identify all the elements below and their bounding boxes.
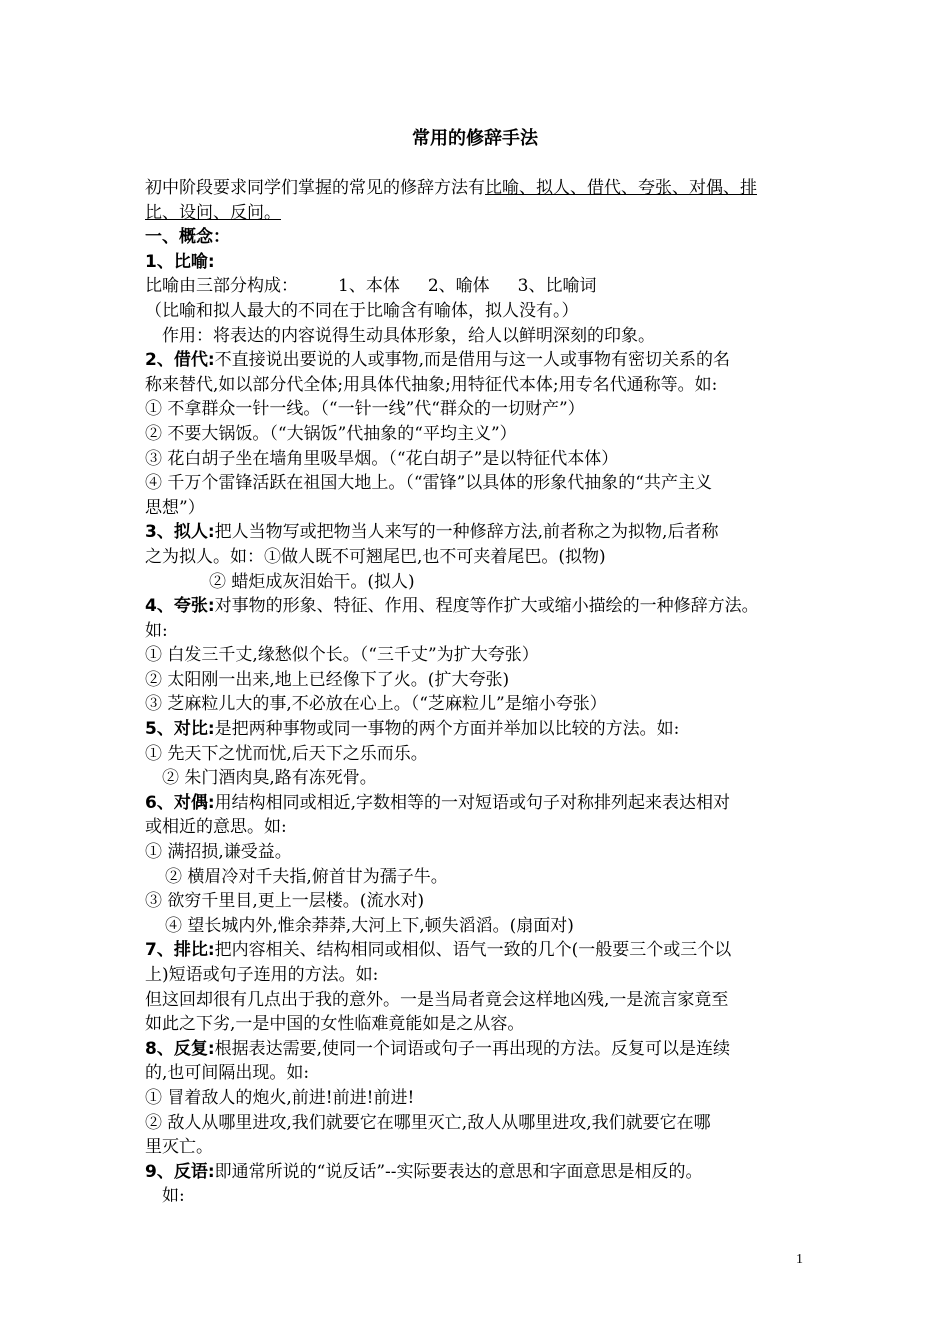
antithesis-example-1: ① 满招损,谦受益。: [145, 842, 292, 863]
heading-metonymy: 2、借代:: [145, 350, 215, 371]
section-heading-concepts: 一、概念：: [145, 227, 230, 248]
heading-hyperbole: 4、夸张:: [145, 596, 215, 617]
hyperbole-def: 对事物的形象、特征、作用、程度等作扩大或缩小描绘的一种修辞方法。: [214, 596, 759, 617]
hyperbole-example-3: ③ 芝麻粒儿大的事,不必放在心上。（“芝麻粒儿”是缩小夸张）: [145, 694, 607, 715]
personification-line-1: [145, 520, 815, 545]
heading-parallelism: 7、排比:: [145, 940, 215, 961]
metaphor-parts: [145, 274, 815, 299]
irony-line-1: [145, 1160, 815, 1185]
antithesis-example-3: ③ 欲穷千里目,更上一层楼。(流水对): [145, 891, 425, 912]
antithesis-line-2: 或相近的意思。如:: [145, 817, 287, 838]
metonymy-example-4-cont: 思想”）: [145, 497, 205, 518]
parallelism-line-2: 上)短语或句子连用的方法。如:: [145, 965, 379, 985]
repetition-def: 根据表达需要,使同一个词语或句子一再出现的方法。反复可以是连续: [214, 1038, 731, 1059]
repetition-line-1: [145, 1037, 815, 1062]
intro-underlined-text-2: 比、设问、反问。: [145, 202, 281, 223]
metonymy-def: 不直接说出要说的人或事物,而是借用与这一人或事物有密切关系的名: [214, 350, 731, 371]
hyperbole-line-1: [145, 594, 815, 619]
heading-irony: 9、反语:: [145, 1161, 215, 1182]
repetition-line-2: 的,也可间隔出现。如:: [145, 1063, 310, 1084]
intro-underlined-text: 比喻、拟人、借代、夸张、对偶、排: [485, 178, 757, 198]
hyperbole-example-1: ① 白发三千丈,缘愁似个长。（“三千丈”为扩大夸张）: [145, 645, 539, 666]
contrast-def: 是把两种事物或同一事物的两个方面并举加以比较的方法。如:: [214, 719, 680, 740]
heading-antithesis: 6、对偶:: [145, 792, 215, 813]
contrast-line-1: [145, 717, 815, 742]
part-3: 3、比喻词: [517, 276, 597, 297]
intro-line-2: [145, 201, 815, 226]
metaphor-effect: 作用：将表达的内容说得生动具体形象，给人以鲜明深刻的印象。: [162, 325, 655, 346]
antithesis-def: 用结构相同或相近,字数相等的一对短语或句子对称排列起来表达相对: [214, 792, 731, 813]
heading-repetition: 8、反复:: [145, 1038, 215, 1059]
contrast-example-1: ① 先天下之忧而忧,后天下之乐而乐。: [145, 743, 428, 764]
heading-contrast: 5、对比:: [145, 719, 215, 740]
repetition-example-2-cont: 里灭亡。: [145, 1137, 213, 1158]
part-2: 2、喻体: [427, 276, 490, 297]
irony-def: 即通常所说的“说反话”--实际要表达的意思和字面意思是相反的。: [214, 1161, 703, 1182]
intro-text: 初中阶段要求同学们掌握的常见的修辞方法有: [145, 178, 485, 198]
page-number: 1: [796, 1252, 803, 1267]
metaphor-note: （比喻和拟人最大的不同在于比喻含有喻体，拟人没有。）: [145, 300, 579, 321]
metonymy-example-4: ④ 千万个雷锋活跃在祖国大地上。（“雷锋”以具体的形象代抽象的“共产主义: [145, 473, 712, 494]
parallelism-def: 把内容相关、结构相同或相似、语气一致的几个(一般要三个或三个以: [214, 940, 732, 961]
contrast-example-2: ② 朱门酒肉臭,路有冻死骨。: [162, 768, 377, 789]
parallelism-example-2: 如此之下劣,一是中国的女性临难竟能如是之从容。: [145, 1014, 525, 1035]
repetition-example-1: ① 冒着敌人的炮火,前进!前进!前进!: [145, 1087, 415, 1108]
repetition-example-2: ② 敌人从哪里进攻,我们就要它在哪里灭亡,敌人从哪里进攻,我们就要它在哪: [145, 1112, 711, 1133]
document-body: [145, 176, 815, 1209]
page-title: 常用的修辞手法: [412, 128, 538, 149]
metonymy-example-3: ③ 花白胡子坐在墙角里吸旱烟。（“花白胡子”是以特征代本体）: [145, 448, 619, 469]
parallelism-line-1: [145, 938, 815, 963]
hyperbole-example-2: ② 太阳刚一出来,地上已经像下了火。(扩大夸张): [145, 669, 510, 690]
parallelism-example-1: 但这回却很有几点出于我的意外。一是当局者竟会这样地凶残,一是流言家竟至: [145, 989, 729, 1010]
metonymy-example-1: ① 不拿群众一针一线。（“一针一线”代“群众的一切财产”）: [145, 399, 585, 420]
personification-example-2: ② 蜡炬成灰泪始干。(拟人): [209, 571, 415, 592]
metonymy-line-2: 称来替代,如以部分代全体;用具体代抽象;用特征代本体;用专名代通称等。如:: [145, 374, 718, 395]
antithesis-line-1: [145, 791, 815, 816]
heading-personification: 3、拟人:: [145, 522, 215, 543]
part-1: 1、本体: [338, 276, 400, 297]
metonymy-example-2: ② 不要大锅饭。（“大锅饭”代抽象的“平均主义”）: [145, 423, 517, 444]
personification-def: 把人当物写或把物当人来写的一种修辞方法,前者称之为拟物,后者称: [214, 522, 719, 543]
metonymy-line-1: [145, 348, 815, 373]
intro-line-1: [145, 176, 815, 201]
parts-label: 比喻由三部分构成：: [145, 276, 298, 297]
irony-line-2: 如:: [162, 1186, 185, 1207]
heading-metaphor: 1、比喻:: [145, 251, 215, 272]
personification-line-2: 之为拟人。如：①做人既不可翘尾巴,也不可夹着尾巴。(拟物): [145, 546, 606, 567]
antithesis-example-2: ② 横眉冷对千夫指,俯首甘为孺子牛。: [165, 866, 448, 887]
hyperbole-line-2: 如:: [145, 620, 168, 641]
antithesis-example-4: ④ 望长城内外,惟余莽莽,大河上下,顿失滔滔。(扇面对): [165, 915, 574, 936]
